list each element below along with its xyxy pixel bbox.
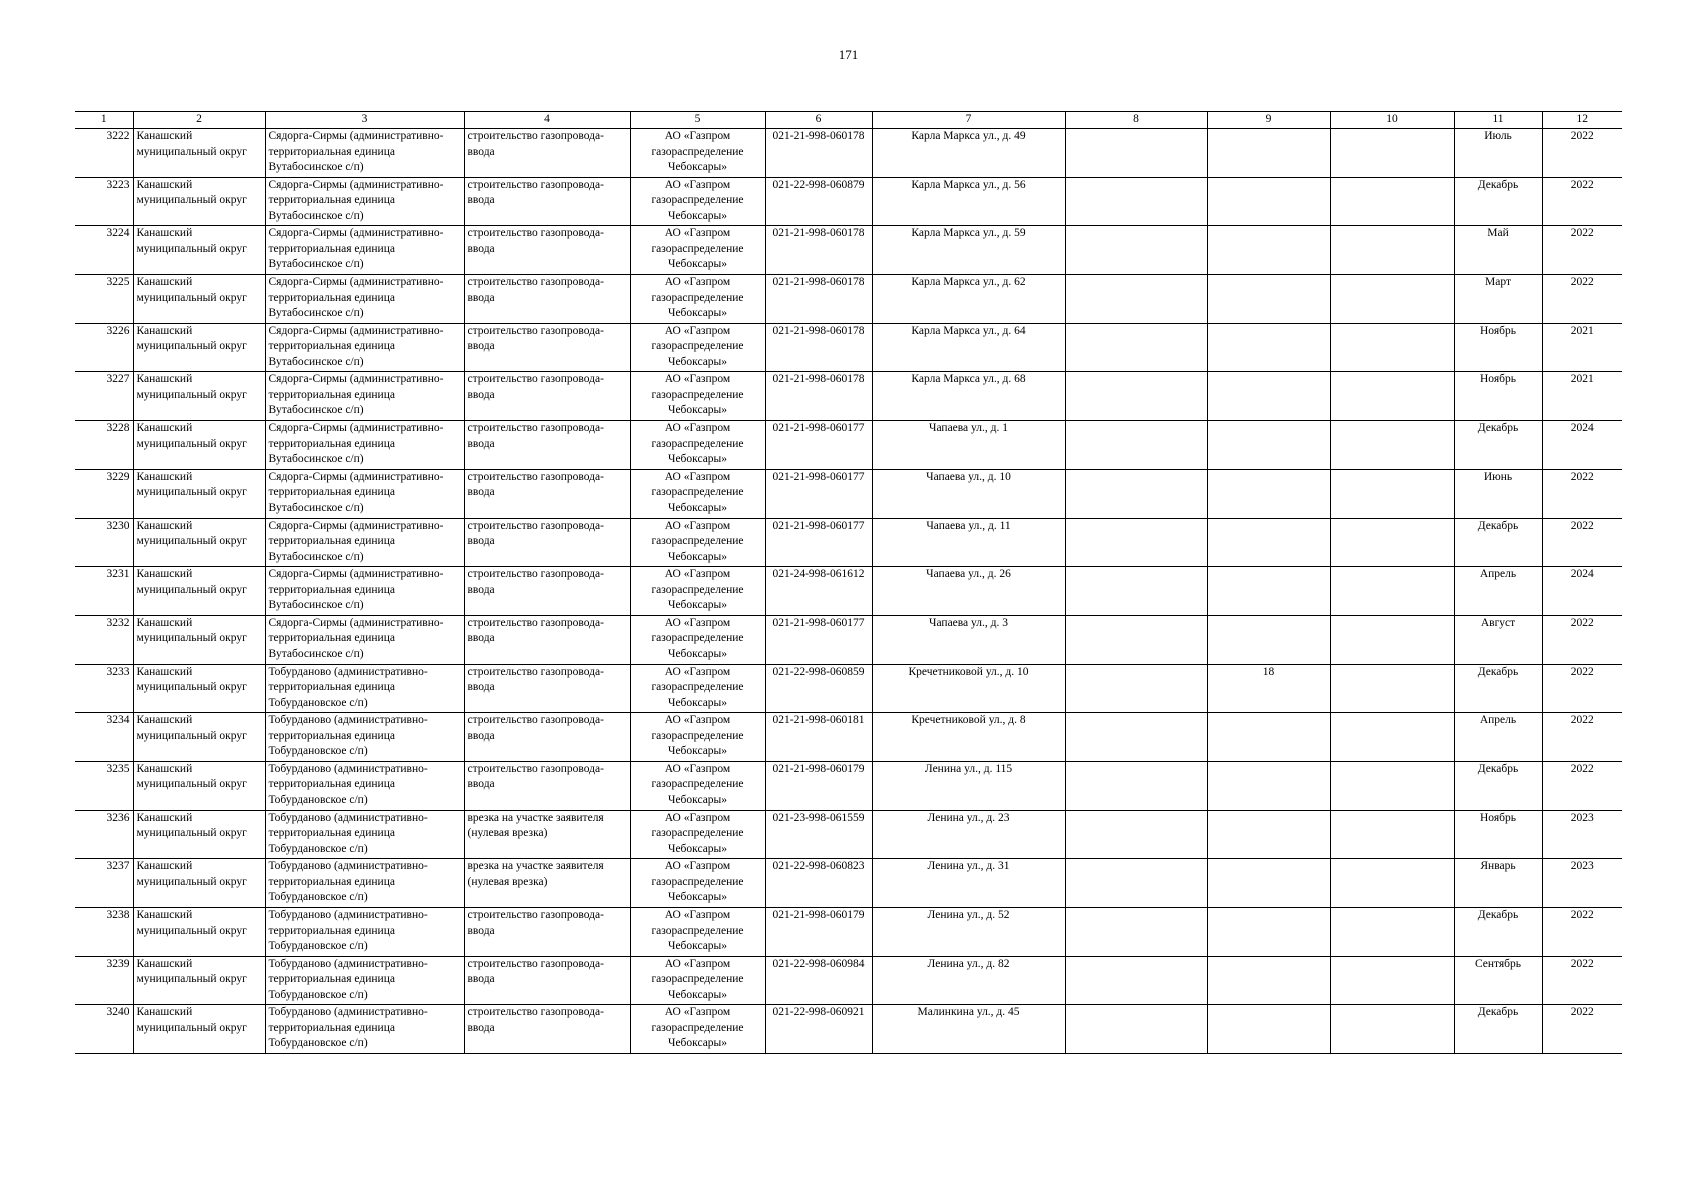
column-8-cell (1065, 518, 1207, 567)
application-code-cell: 021-21-998-060178 (765, 275, 872, 324)
application-code-cell: 021-21-998-060177 (765, 421, 872, 470)
table-row (75, 956, 1622, 1005)
table-row (75, 275, 1622, 324)
table-row (75, 323, 1622, 372)
column-10-cell (1330, 664, 1454, 713)
row-number: 3236 (75, 810, 133, 859)
column-10-cell (1330, 615, 1454, 664)
column-header: 2 (133, 112, 265, 129)
locality-cell: Сядорга-Сирмы (административно-территориальная единица Вутабосинское с/п) (265, 615, 464, 664)
column-8-cell (1065, 908, 1207, 957)
column-10-cell (1330, 129, 1454, 178)
column-8-cell (1065, 956, 1207, 1005)
organization-cell: АО «Газпром газораспределение Чебоксары» (630, 372, 765, 421)
application-code-cell: 021-21-998-060177 (765, 518, 872, 567)
organization-cell: АО «Газпром газораспределение Чебоксары» (630, 567, 765, 616)
address-cell: Ленина ул., д. 52 (872, 908, 1065, 957)
year-cell: 2022 (1542, 518, 1622, 567)
year-cell: 2022 (1542, 908, 1622, 957)
column-10-cell (1330, 226, 1454, 275)
column-8-cell (1065, 323, 1207, 372)
work-type-cell: строительство газопровода-ввода (464, 226, 630, 275)
row-number: 3231 (75, 567, 133, 616)
year-cell: 2022 (1542, 226, 1622, 275)
work-type-cell: строительство газопровода-ввода (464, 275, 630, 324)
year-cell: 2022 (1542, 664, 1622, 713)
locality-cell: Тобурданово (административно-территориальная единица Тобурдановское с/п) (265, 713, 464, 762)
month-cell: Июнь (1454, 469, 1542, 518)
column-8-cell (1065, 810, 1207, 859)
work-type-cell: строительство газопровода-ввода (464, 908, 630, 957)
application-code-cell: 021-21-998-060178 (765, 372, 872, 421)
column-9-cell (1207, 518, 1330, 567)
column-9-cell (1207, 469, 1330, 518)
address-cell: Карла Маркса ул., д. 56 (872, 177, 1065, 226)
table-row (75, 664, 1622, 713)
work-type-cell: строительство газопровода-ввода (464, 713, 630, 762)
year-cell: 2022 (1542, 956, 1622, 1005)
district-cell: Канашский муниципальный округ (133, 810, 265, 859)
column-8-cell (1065, 421, 1207, 470)
column-header: 6 (765, 112, 872, 129)
address-cell: Карла Маркса ул., д. 49 (872, 129, 1065, 178)
locality-cell: Тобурданово (административно-территориальная единица Тобурдановское с/п) (265, 810, 464, 859)
column-9-cell (1207, 1005, 1330, 1054)
month-cell: Декабрь (1454, 1005, 1542, 1054)
column-8-cell (1065, 713, 1207, 762)
locality-cell: Сядорга-Сирмы (административно-территориальная единица Вутабосинское с/п) (265, 518, 464, 567)
year-cell: 2022 (1542, 469, 1622, 518)
organization-cell: АО «Газпром газораспределение Чебоксары» (630, 469, 765, 518)
district-cell: Канашский муниципальный округ (133, 469, 265, 518)
district-cell: Канашский муниципальный округ (133, 615, 265, 664)
column-8-cell (1065, 129, 1207, 178)
district-cell: Канашский муниципальный округ (133, 226, 265, 275)
table-row (75, 129, 1622, 178)
column-10-cell (1330, 275, 1454, 324)
column-9-cell (1207, 323, 1330, 372)
column-8-cell (1065, 615, 1207, 664)
work-type-cell: строительство газопровода-ввода (464, 518, 630, 567)
locality-cell: Сядорга-Сирмы (административно-территориальная единица Вутабосинское с/п) (265, 129, 464, 178)
month-cell: Май (1454, 226, 1542, 275)
district-cell: Канашский муниципальный округ (133, 859, 265, 908)
year-cell: 2022 (1542, 615, 1622, 664)
district-cell: Канашский муниципальный округ (133, 567, 265, 616)
work-type-cell: врезка на участке заявителя (нулевая врезка) (464, 859, 630, 908)
column-10-cell (1330, 469, 1454, 518)
organization-cell: АО «Газпром газораспределение Чебоксары» (630, 177, 765, 226)
month-cell: Апрель (1454, 713, 1542, 762)
address-cell: Кречетниковой ул., д. 10 (872, 664, 1065, 713)
table-row (75, 469, 1622, 518)
address-cell: Ленина ул., д. 23 (872, 810, 1065, 859)
column-8-cell (1065, 275, 1207, 324)
locality-cell: Сядорга-Сирмы (административно-территориальная единица Вутабосинское с/п) (265, 226, 464, 275)
address-cell: Чапаева ул., д. 26 (872, 567, 1065, 616)
column-9-cell: 18 (1207, 664, 1330, 713)
address-cell: Карла Маркса ул., д. 62 (872, 275, 1065, 324)
address-cell: Карла Маркса ул., д. 68 (872, 372, 1065, 421)
table-row (75, 761, 1622, 810)
application-code-cell: 021-21-998-060178 (765, 129, 872, 178)
organization-cell: АО «Газпром газораспределение Чебоксары» (630, 908, 765, 957)
work-type-cell: строительство газопровода-ввода (464, 421, 630, 470)
organization-cell: АО «Газпром газораспределение Чебоксары» (630, 859, 765, 908)
table-body (75, 129, 1622, 1054)
column-8-cell (1065, 664, 1207, 713)
column-10-cell (1330, 567, 1454, 616)
work-type-cell: строительство газопровода-ввода (464, 615, 630, 664)
month-cell: Апрель (1454, 567, 1542, 616)
column-header: 7 (872, 112, 1065, 129)
row-number: 3232 (75, 615, 133, 664)
year-cell: 2021 (1542, 323, 1622, 372)
year-cell: 2023 (1542, 859, 1622, 908)
column-8-cell (1065, 1005, 1207, 1054)
locality-cell: Сядорга-Сирмы (административно-территориальная единица Вутабосинское с/п) (265, 567, 464, 616)
year-cell: 2022 (1542, 275, 1622, 324)
month-cell: Март (1454, 275, 1542, 324)
month-cell: Ноябрь (1454, 323, 1542, 372)
month-cell: Декабрь (1454, 761, 1542, 810)
work-type-cell: строительство газопровода-ввода (464, 761, 630, 810)
row-number: 3230 (75, 518, 133, 567)
locality-cell: Тобурданово (административно-территориальная единица Тобурдановское с/п) (265, 664, 464, 713)
column-8-cell (1065, 177, 1207, 226)
month-cell: Декабрь (1454, 421, 1542, 470)
column-header: 8 (1065, 112, 1207, 129)
work-type-cell: врезка на участке заявителя (нулевая врезка) (464, 810, 630, 859)
application-code-cell: 021-21-998-060178 (765, 226, 872, 275)
district-cell: Канашский муниципальный округ (133, 713, 265, 762)
column-9-cell (1207, 908, 1330, 957)
table-row (75, 518, 1622, 567)
table-row (75, 177, 1622, 226)
month-cell: Декабрь (1454, 518, 1542, 567)
address-cell: Чапаева ул., д. 11 (872, 518, 1065, 567)
page-number: 171 (838, 47, 859, 62)
work-type-cell: строительство газопровода-ввода (464, 567, 630, 616)
locality-cell: Тобурданово (административно-территориальная единица Тобурдановское с/п) (265, 956, 464, 1005)
column-header: 9 (1207, 112, 1330, 129)
district-cell: Канашский муниципальный округ (133, 518, 265, 567)
month-cell: Декабрь (1454, 177, 1542, 226)
row-number: 3228 (75, 421, 133, 470)
organization-cell: АО «Газпром газораспределение Чебоксары» (630, 615, 765, 664)
district-cell: Канашский муниципальный округ (133, 177, 265, 226)
column-10-cell (1330, 518, 1454, 567)
year-cell: 2022 (1542, 713, 1622, 762)
application-code-cell: 021-22-998-060984 (765, 956, 872, 1005)
row-number: 3234 (75, 713, 133, 762)
locality-cell: Тобурданово (административно-территориальная единица Тобурдановское с/п) (265, 1005, 464, 1054)
organization-cell: АО «Газпром газораспределение Чебоксары» (630, 275, 765, 324)
work-type-cell: строительство газопровода-ввода (464, 1005, 630, 1054)
work-type-cell: строительство газопровода-ввода (464, 469, 630, 518)
column-9-cell (1207, 129, 1330, 178)
address-cell: Ленина ул., д. 82 (872, 956, 1065, 1005)
work-type-cell: строительство газопровода-ввода (464, 372, 630, 421)
column-8-cell (1065, 761, 1207, 810)
year-cell: 2024 (1542, 567, 1622, 616)
column-header: 3 (265, 112, 464, 129)
district-cell: Канашский муниципальный округ (133, 421, 265, 470)
table-row (75, 810, 1622, 859)
column-9-cell (1207, 810, 1330, 859)
organization-cell: АО «Газпром газораспределение Чебоксары» (630, 518, 765, 567)
table-row (75, 859, 1622, 908)
locality-cell: Сядорга-Сирмы (административно-территориальная единица Вутабосинское с/п) (265, 275, 464, 324)
month-cell: Декабрь (1454, 664, 1542, 713)
row-number: 3235 (75, 761, 133, 810)
month-cell: Сентябрь (1454, 956, 1542, 1005)
gasification-register-table (75, 111, 1622, 1054)
work-type-cell: строительство газопровода-ввода (464, 129, 630, 178)
row-number: 3238 (75, 908, 133, 957)
organization-cell: АО «Газпром газораспределение Чебоксары» (630, 761, 765, 810)
row-number: 3223 (75, 177, 133, 226)
row-number: 3226 (75, 323, 133, 372)
column-header: 11 (1454, 112, 1542, 129)
column-header: 10 (1330, 112, 1454, 129)
year-cell: 2022 (1542, 761, 1622, 810)
locality-cell: Сядорга-Сирмы (административно-территориальная единица Вутабосинское с/п) (265, 372, 464, 421)
column-10-cell (1330, 1005, 1454, 1054)
application-code-cell: 021-21-998-060179 (765, 761, 872, 810)
organization-cell: АО «Газпром газораспределение Чебоксары» (630, 226, 765, 275)
row-number: 3227 (75, 372, 133, 421)
column-10-cell (1330, 177, 1454, 226)
row-number: 3224 (75, 226, 133, 275)
locality-cell: Сядорга-Сирмы (административно-территориальная единица Вутабосинское с/п) (265, 421, 464, 470)
district-cell: Канашский муниципальный округ (133, 908, 265, 957)
column-8-cell (1065, 859, 1207, 908)
column-9-cell (1207, 372, 1330, 421)
application-code-cell: 021-22-998-060921 (765, 1005, 872, 1054)
month-cell: Январь (1454, 859, 1542, 908)
district-cell: Канашский муниципальный округ (133, 275, 265, 324)
application-code-cell: 021-21-998-060177 (765, 469, 872, 518)
column-header: 4 (464, 112, 630, 129)
row-number: 3239 (75, 956, 133, 1005)
district-cell: Канашский муниципальный округ (133, 664, 265, 713)
column-9-cell (1207, 567, 1330, 616)
column-9-cell (1207, 615, 1330, 664)
year-cell: 2021 (1542, 372, 1622, 421)
column-9-cell (1207, 177, 1330, 226)
organization-cell: АО «Газпром газораспределение Чебоксары» (630, 956, 765, 1005)
application-code-cell: 021-22-998-060823 (765, 859, 872, 908)
table-row (75, 713, 1622, 762)
table-row (75, 615, 1622, 664)
work-type-cell: строительство газопровода-ввода (464, 664, 630, 713)
month-cell: Август (1454, 615, 1542, 664)
address-cell: Чапаева ул., д. 1 (872, 421, 1065, 470)
year-cell: 2022 (1542, 129, 1622, 178)
address-cell: Чапаева ул., д. 10 (872, 469, 1065, 518)
row-number: 3222 (75, 129, 133, 178)
month-cell: Июль (1454, 129, 1542, 178)
column-9-cell (1207, 421, 1330, 470)
address-cell: Чапаева ул., д. 3 (872, 615, 1065, 664)
month-cell: Ноябрь (1454, 372, 1542, 421)
application-code-cell: 021-21-998-060181 (765, 713, 872, 762)
locality-cell: Сядорга-Сирмы (административно-территориальная единица Вутабосинское с/п) (265, 469, 464, 518)
row-number: 3237 (75, 859, 133, 908)
column-10-cell (1330, 908, 1454, 957)
column-10-cell (1330, 859, 1454, 908)
organization-cell: АО «Газпром газораспределение Чебоксары» (630, 129, 765, 178)
address-cell: Ленина ул., д. 31 (872, 859, 1065, 908)
year-cell: 2022 (1542, 1005, 1622, 1054)
work-type-cell: строительство газопровода-ввода (464, 323, 630, 372)
column-9-cell (1207, 859, 1330, 908)
district-cell: Канашский муниципальный округ (133, 323, 265, 372)
address-cell: Ленина ул., д. 115 (872, 761, 1065, 810)
row-number: 3225 (75, 275, 133, 324)
column-8-cell (1065, 469, 1207, 518)
column-number-header-row (75, 112, 1622, 129)
application-code-cell: 021-21-998-060178 (765, 323, 872, 372)
column-9-cell (1207, 761, 1330, 810)
district-cell: Канашский муниципальный округ (133, 761, 265, 810)
column-10-cell (1330, 956, 1454, 1005)
locality-cell: Тобурданово (административно-территориальная единица Тобурдановское с/п) (265, 761, 464, 810)
address-cell: Малинкина ул., д. 45 (872, 1005, 1065, 1054)
column-10-cell (1330, 713, 1454, 762)
locality-cell: Сядорга-Сирмы (административно-территориальная единица Вутабосинское с/п) (265, 177, 464, 226)
address-cell: Кречетниковой ул., д. 8 (872, 713, 1065, 762)
organization-cell: АО «Газпром газораспределение Чебоксары» (630, 1005, 765, 1054)
row-number: 3229 (75, 469, 133, 518)
organization-cell: АО «Газпром газораспределение Чебоксары» (630, 421, 765, 470)
table-row (75, 421, 1622, 470)
locality-cell: Сядорга-Сирмы (административно-территориальная единица Вутабосинское с/п) (265, 323, 464, 372)
column-10-cell (1330, 810, 1454, 859)
table-row (75, 567, 1622, 616)
district-cell: Канашский муниципальный округ (133, 372, 265, 421)
work-type-cell: строительство газопровода-ввода (464, 177, 630, 226)
column-10-cell (1330, 761, 1454, 810)
table-row (75, 226, 1622, 275)
application-code-cell: 021-21-998-060179 (765, 908, 872, 957)
row-number: 3233 (75, 664, 133, 713)
table-row (75, 908, 1622, 957)
locality-cell: Тобурданово (административно-территориальная единица Тобурдановское с/п) (265, 859, 464, 908)
month-cell: Декабрь (1454, 908, 1542, 957)
address-cell: Карла Маркса ул., д. 64 (872, 323, 1065, 372)
organization-cell: АО «Газпром газораспределение Чебоксары» (630, 664, 765, 713)
district-cell: Канашский муниципальный округ (133, 129, 265, 178)
table-row (75, 372, 1622, 421)
application-code-cell: 021-22-998-060879 (765, 177, 872, 226)
year-cell: 2023 (1542, 810, 1622, 859)
table-row (75, 1005, 1622, 1054)
district-cell: Канашский муниципальный округ (133, 1005, 265, 1054)
district-cell: Канашский муниципальный округ (133, 956, 265, 1005)
application-code-cell: 021-23-998-061559 (765, 810, 872, 859)
column-9-cell (1207, 956, 1330, 1005)
row-number: 3240 (75, 1005, 133, 1054)
year-cell: 2024 (1542, 421, 1622, 470)
column-header: 1 (75, 112, 133, 129)
locality-cell: Тобурданово (административно-территориальная единица Тобурдановское с/п) (265, 908, 464, 957)
organization-cell: АО «Газпром газораспределение Чебоксары» (630, 810, 765, 859)
address-cell: Карла Маркса ул., д. 59 (872, 226, 1065, 275)
column-8-cell (1065, 226, 1207, 275)
column-10-cell (1330, 372, 1454, 421)
application-code-cell: 021-22-998-060859 (765, 664, 872, 713)
organization-cell: АО «Газпром газораспределение Чебоксары» (630, 713, 765, 762)
work-type-cell: строительство газопровода-ввода (464, 956, 630, 1005)
column-9-cell (1207, 713, 1330, 762)
column-9-cell (1207, 275, 1330, 324)
application-code-cell: 021-24-998-061612 (765, 567, 872, 616)
application-code-cell: 021-21-998-060177 (765, 615, 872, 664)
column-header: 12 (1542, 112, 1622, 129)
organization-cell: АО «Газпром газораспределение Чебоксары» (630, 323, 765, 372)
column-10-cell (1330, 421, 1454, 470)
year-cell: 2022 (1542, 177, 1622, 226)
column-10-cell (1330, 323, 1454, 372)
column-8-cell (1065, 567, 1207, 616)
column-8-cell (1065, 372, 1207, 421)
column-9-cell (1207, 226, 1330, 275)
column-header: 5 (630, 112, 765, 129)
month-cell: Ноябрь (1454, 810, 1542, 859)
